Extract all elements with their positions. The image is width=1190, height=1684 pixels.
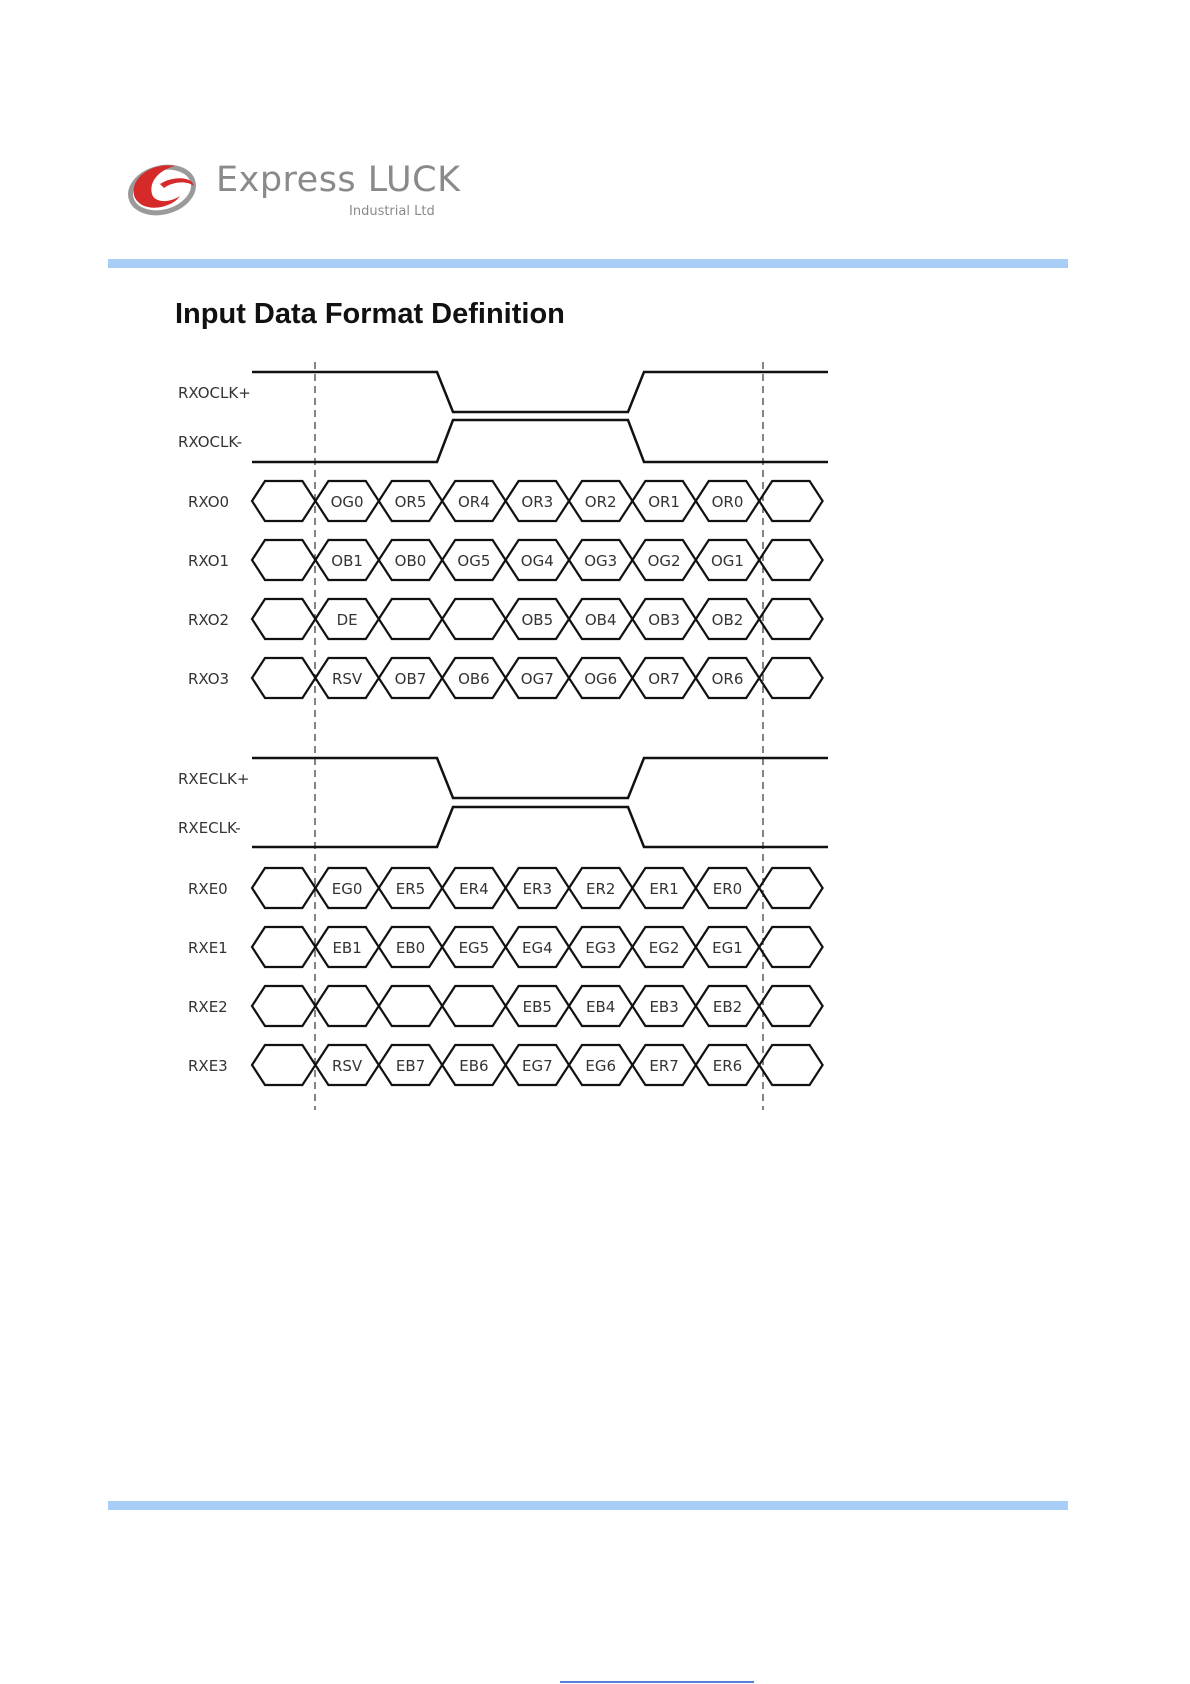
even-lane-3-cell	[252, 1045, 315, 1085]
even-lane-1-cell-label: EG3	[585, 939, 617, 957]
odd-lane-3-cell	[759, 658, 822, 698]
odd-lane-2-cell-label: OB4	[584, 611, 617, 629]
even-lane-0-cell-label: ER1	[649, 880, 679, 898]
odd-lane-2-cell	[442, 599, 505, 639]
even-lane-0-cell-label: ER5	[395, 880, 426, 898]
odd-lane-label: RXO1	[188, 552, 230, 570]
even-lane-0-cell	[252, 868, 315, 908]
odd-lane-0-cell-label: OR1	[648, 493, 680, 511]
odd-lane-0-cell-label: OR5	[394, 493, 427, 511]
even-lane-3-cell-label: EB7	[395, 1057, 426, 1075]
even-lane-2-cell	[315, 986, 378, 1026]
odd-lane-2-cell-label: OB5	[521, 611, 554, 629]
even-lane-0-cell-label: ER0	[712, 880, 743, 898]
page-title: Input Data Format Definition	[175, 298, 565, 330]
footer-divider	[108, 1501, 1068, 1510]
even-lane-2-cell	[759, 986, 822, 1026]
odd-lane-1-cell-label: OG1	[711, 552, 744, 570]
even-lane-2-cell	[442, 986, 505, 1026]
odd-lane-label: RXO3	[188, 670, 230, 688]
odd-lane-1-cell	[252, 540, 315, 580]
even-clk-plus-waveform	[252, 758, 828, 798]
odd-lane-3-cell-label: OR6	[711, 670, 744, 688]
odd-lane-3-cell-label: OR7	[648, 670, 680, 688]
odd-lane-0-cell	[252, 481, 315, 521]
even-lane-3-cell-label: EB6	[459, 1057, 489, 1075]
even-lane-2-cell-label: EB5	[522, 998, 552, 1016]
odd-lane-label: RXO0	[188, 493, 230, 511]
even-lane-2-cell	[252, 986, 315, 1026]
odd-lane-2-cell-label: OB3	[648, 611, 680, 629]
odd-clk-plus-label: RXOCLK+	[178, 384, 251, 402]
even-clk-minus-waveform	[252, 807, 828, 847]
even-lane-0-cell	[759, 868, 822, 908]
even-lane-2-cell-label: EB2	[712, 998, 743, 1016]
even-lane-2-cell-label: EB4	[586, 998, 616, 1016]
even-lane-1-cell-label: EB1	[332, 939, 362, 957]
even-lane-label: RXE1	[188, 939, 228, 957]
odd-lane-0-cell-label: OR3	[521, 493, 554, 511]
even-lane-1-cell-label: EG2	[648, 939, 680, 957]
odd-clk-plus-waveform	[252, 372, 828, 412]
odd-lane-1-cell	[759, 540, 822, 580]
odd-lane-2-cell	[759, 599, 822, 639]
odd-lane-1-cell-label: OG4	[520, 552, 554, 570]
odd-lane-1-cell-label: OG2	[647, 552, 681, 570]
odd-lane-0-cell	[759, 481, 822, 521]
odd-lane-0-cell-label: OR0	[711, 493, 744, 511]
odd-lane-3-cell-label: OG7	[520, 670, 554, 688]
odd-lane-1-cell-label: OB1	[331, 552, 363, 570]
odd-lane-2-cell-label: DE	[336, 611, 358, 629]
odd-clk-minus-waveform	[252, 420, 828, 462]
even-lane-3-cell-label: EG7	[521, 1057, 553, 1075]
even-lane-3-cell-label: EG6	[585, 1057, 617, 1075]
odd-lane-1-cell-label: OG3	[584, 552, 618, 570]
odd-lane-2-cell	[252, 599, 315, 639]
even-lane-1-cell	[759, 927, 822, 967]
even-clk-plus-label: RXECLK+	[178, 770, 250, 788]
odd-lane-2-cell-label: OB2	[711, 611, 744, 629]
even-lane-0-cell-label: ER2	[585, 880, 616, 898]
even-lane-0-cell-label: ER3	[522, 880, 553, 898]
even-lane-2-cell-label: EB3	[649, 998, 679, 1016]
odd-clk-minus-label: RXOCLK-	[178, 433, 243, 451]
even-lane-label: RXE2	[188, 998, 228, 1016]
even-lane-1-cell-label: EB0	[395, 939, 426, 957]
odd-lane-3-cell-label: OB7	[394, 670, 427, 688]
even-lane-3-cell	[759, 1045, 822, 1085]
even-lane-1-cell	[252, 927, 315, 967]
even-lane-1-cell-label: EG1	[712, 939, 743, 957]
odd-lane-0-cell-label: OR4	[458, 493, 490, 511]
odd-lane-1-cell-label: OG5	[457, 552, 491, 570]
odd-lane-3-cell-label: RSV	[331, 670, 363, 688]
even-lane-1-cell-label: EG5	[458, 939, 490, 957]
even-lane-0-cell-label: ER4	[459, 880, 489, 898]
even-lane-0-cell-label: EG0	[331, 880, 363, 898]
even-lane-3-cell-label: ER7	[649, 1057, 679, 1075]
company-name: Express LUCK	[216, 160, 461, 200]
odd-lane-3-cell-label: OG6	[584, 670, 618, 688]
odd-lane-3-cell	[252, 658, 315, 698]
even-lane-3-cell-label: ER6	[712, 1057, 743, 1075]
odd-lane-label: RXO2	[188, 611, 230, 629]
odd-lane-1-cell-label: OB0	[394, 552, 427, 570]
even-lane-3-cell-label: RSV	[331, 1057, 363, 1075]
odd-lane-2-cell	[379, 599, 442, 639]
even-lane-label: RXE3	[188, 1057, 228, 1075]
even-lane-1-cell-label: EG4	[521, 939, 553, 957]
even-lane-label: RXE0	[188, 880, 228, 898]
odd-lane-3-cell-label: OB6	[458, 670, 490, 688]
footer-link-underline	[560, 1681, 754, 1683]
odd-lane-0-cell-label: OR2	[584, 493, 617, 511]
company-subtitle: Industrial Ltd	[349, 204, 435, 219]
odd-lane-0-cell-label: OG0	[330, 493, 364, 511]
even-lane-2-cell	[379, 986, 442, 1026]
even-clk-minus-label: RXECLK-	[178, 819, 241, 837]
